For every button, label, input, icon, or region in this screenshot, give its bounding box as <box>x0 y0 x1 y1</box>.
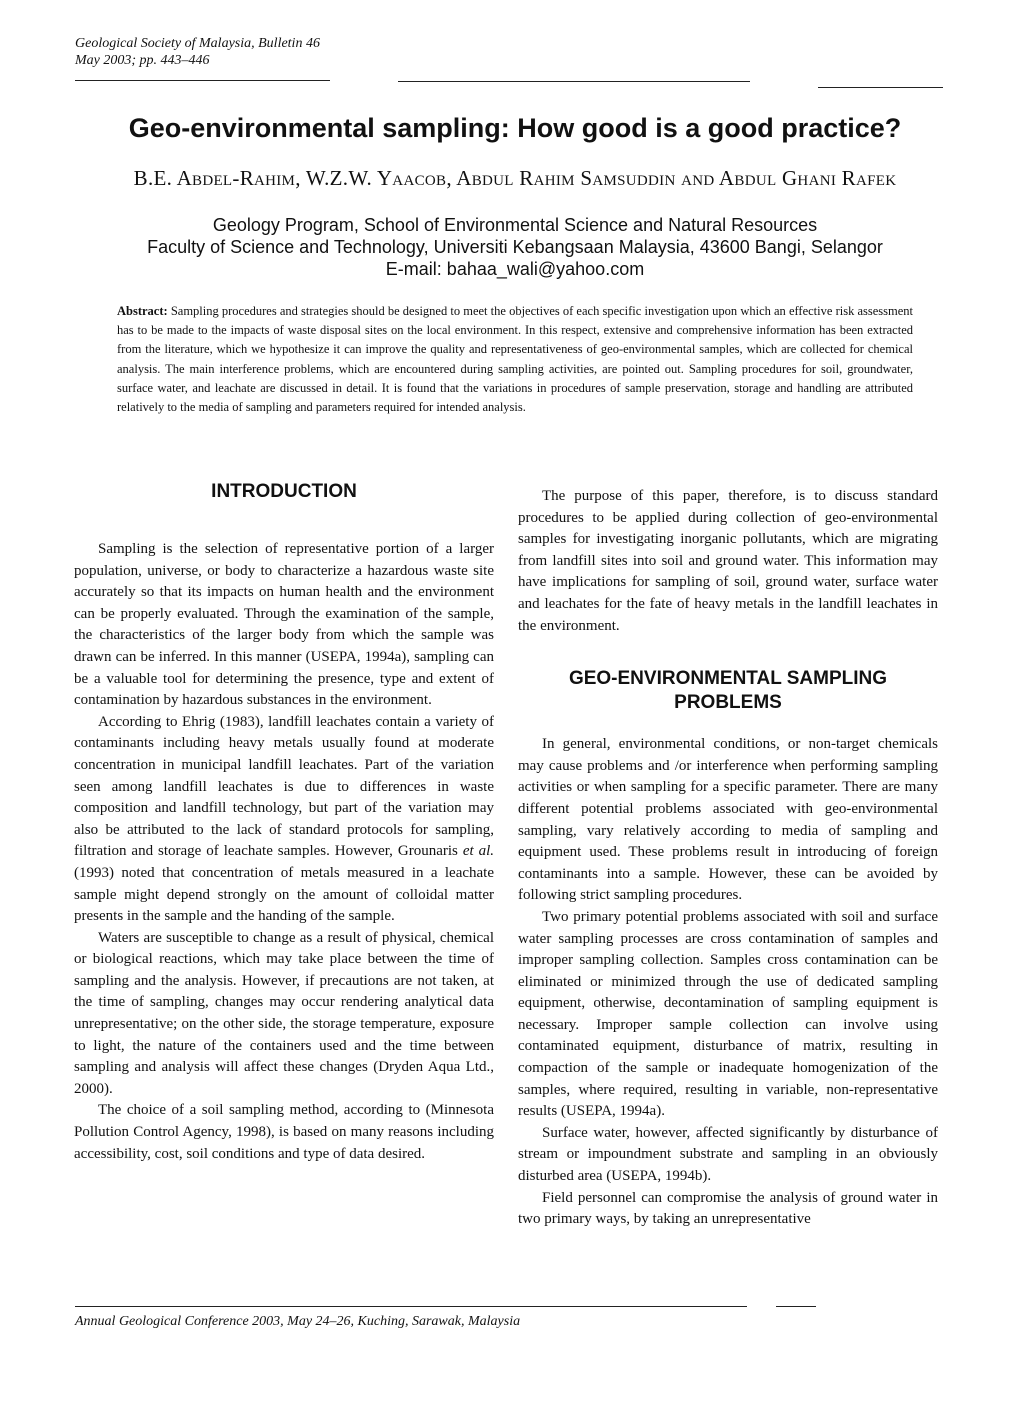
affiliation <box>0 214 1030 280</box>
et-al: et al. <box>462 843 494 860</box>
introduction-heading: INTRODUCTION <box>211 481 357 502</box>
affiliation-line-2: Faculty of Science and Technology, Universiti Kebangsaan Malaysia, 43600 Bangi, Selangor <box>147 237 883 257</box>
email-line: E-mail: bahaa_wali@yahoo.com <box>385 259 645 279</box>
paper-title: Geo-environmental sampling: How good is a good practice? <box>128 113 902 143</box>
header-rule-right <box>818 87 943 88</box>
problems-paragraph-4: Field personnel can compromise the analysis of ground water in two primary ways, by taking an unrepresentative <box>518 1189 938 1228</box>
problems-paragraph-3: Surface water, however, affected significantly by disturbance of stream or impoundment substrate and sampling in an obviously disturbed area (USEPA, 1994b). <box>518 1124 938 1185</box>
journal-name: Geological Society of Malaysia, Bulletin 46 <box>75 36 320 51</box>
sampling-problems-heading: GEO-ENVIRONMENTAL SAMPLING PROBLEMS <box>568 668 888 714</box>
abstract <box>117 302 913 417</box>
problems-paragraph-1: In general, environmental conditions, or non-target chemicals may cause problems and /or interference when performing sampling activities or when sampling for a specific parameter. There are many different potential problems associated with geo-environmental sampling, vary relatively according to media of sampling and equipment used. These problems result in introducing of foreign contaminants into a sample. However, these can be avoided by following strict sampling procedures. <box>518 736 938 904</box>
issue-pages: May 2003; pp. 443–446 <box>75 53 210 68</box>
problems-paragraph-2: Two primary potential problems associated with soil and surface water sampling processes are cross contamination of samples and improper sampling collection. Samples cross contamination can be eliminated or minimized through the use of dedicated sampling equipment, otherwise, decontamination of sampling equipment is necessary. Improper sample collection can involve using contaminated equipment, disturbance of matrix, resulting in compaction of the sample or inadequate homogenization of the samples, where required, resulting in variable, non-representative results (USEPA, 1994a). <box>518 908 938 1120</box>
footer-rule-left <box>75 1306 747 1307</box>
intro-paragraph-1: Sampling is the selection of representative portion of a larger population, universe, or body to characterize a hazardous waste site accurately so that its impacts on human health and the environment can be properly evaluated. Through the examination of the sample, the characteristics of the larger body from which the sample was drawn can be inferred. In this manner (USEPA, 1994a), sampling can be a valuable tool for determining the presence, type and extent of contamination by hazardous substances in the environment. <box>74 541 494 709</box>
abstract-text: Sampling procedures and strategies should be designed to meet the objectives of each specific investigation upon which an effective risk assessment has to be made to the impacts of waste disposal sites on the local environment. In this respect, extensive and comprehensive information has been extracted from the literature, which we hypothesize it can improve the quality and representativeness of geo-environmental samples, which are collected for chemical analysis. The main interference problems, which are encountered during sampling activities, are pointed out. Sampling procedures for soil, groundwater, surface water, and leachate are discussed in detail. It is found that the variations in procedures of sample preservation, storage and handling are attributed relatively to the media of sampling and parameters required for intended analysis. <box>117 304 914 415</box>
intro-paragraph-4: The choice of a soil sampling method, according to (Minnesota Pollution Control Agency, 1998), is based on many reasons including accessibility, cost, soil conditions and type of data desired. <box>74 1102 494 1162</box>
author-list: B.E. Abdel-Rahim, W.Z.W. Yaacob, Abdul Rahim Samsuddin and Abdul Ghani Rafek <box>133 166 897 190</box>
header-rule-mid <box>398 81 750 82</box>
header-rule-left <box>75 80 330 81</box>
conference-footer: Annual Geological Conference 2003, May 24–26, Kuching, Sarawak, Malaysia <box>75 1314 521 1329</box>
running-header <box>75 35 320 69</box>
affiliation-line-1: Geology Program, School of Environmental Science and Natural Resources <box>212 215 818 235</box>
right-column <box>518 480 938 1231</box>
abstract-label: Abstract: <box>117 304 168 318</box>
intro-paragraph-2: According to Ehrig (1983), landfill leachates contain a variety of contaminants including heavy metals usually found at moderate concentration in municipal landfill leachates. Part of the variation seen among landfill leachates is due to differences in waste composition and landfill technology, but part of the variation may also be attributed to the lack of standard protocols for sampling, filtration and storage of leachate samples. However, Grounaris et al. (1993) noted that concentration of metals measured in a leachate sample might depend strongly on the amount of colloidal matter presents in the sample and the handing of the sample. <box>74 713 494 925</box>
intro-paragraph-3: Waters are susceptible to change as a result of physical, chemical or biological reactions, which may take place between the time of sampling and the analysis. However, if precautions are not taken, at the time of sampling, changes may occur rendering analytical data unrepresentative; on the other side, the storage temperature, exposure to light, the nature of the containers used and the time between sampling and analysis will affect these changes (Dryden Aqua Ltd., 2000). <box>74 929 494 1097</box>
purpose-paragraph: The purpose of this paper, therefore, is to discuss standard procedures to be applied during collection of geo-environmental samples for investigating inorganic pollutants, which are migrating from landfill sites into soil and ground water. This information may have implications for sampling of soil, ground water, surface water and leachates for the fate of heavy metals in the landfill leachates in the environment. <box>518 488 938 634</box>
footer-rule-right <box>776 1306 816 1307</box>
left-column <box>74 480 494 1165</box>
